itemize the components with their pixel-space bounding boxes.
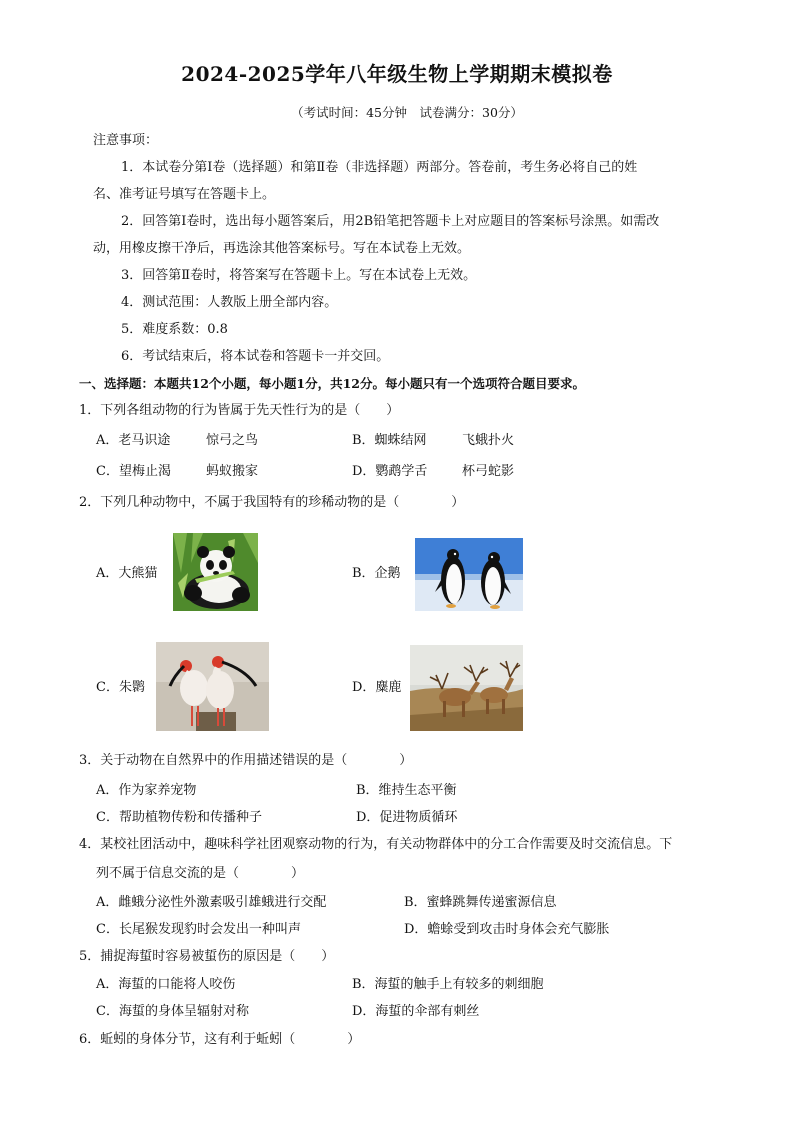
q1-option-d: D．鹦鹉学舌 [352, 464, 428, 479]
q1-stem: 1．下列各组动物的行为皆属于先天性行为的是（ ） [79, 403, 400, 418]
note-4: 4．测试范围：人教版上册全部内容。 [121, 295, 338, 310]
q1-option-b: B．蜘蛛结网 [352, 433, 427, 448]
q4-option-d: D．蟾蜍受到攻击时身体会充气膨胀 [404, 922, 610, 937]
q1-option-a: A．老马识途 [96, 433, 171, 448]
q3-option-d: D．促进物质循环 [356, 810, 458, 825]
q3-option-a: A．作为家养宠物 [96, 783, 197, 798]
exam-title: 2024-2025学年八年级生物上学期期末模拟卷 [181, 62, 613, 86]
q2-option-a: A．大熊猫 [96, 566, 158, 581]
q4-option-b: B．蜜蜂跳舞传递蜜源信息 [404, 895, 557, 910]
q1-option-d-2: 杯弓蛇影 [462, 464, 515, 479]
penguin-image [415, 538, 523, 611]
crested-ibis-image [156, 642, 269, 731]
q2-option-d: D．麋鹿 [352, 680, 402, 695]
q2-option-b: B．企鹅 [352, 566, 401, 581]
note-2-line-2: 动，用橡皮擦干净后，再选涂其他答案标号。写在本试卷上无效。 [93, 241, 471, 256]
q3-option-c: C．帮助植物传粉和传播种子 [96, 810, 262, 825]
q1-option-c: C．望梅止渴 [96, 464, 171, 479]
note-1-line-1: 1．本试卷分第Ⅰ卷（选择题）和第Ⅱ卷（非选择题）两部分。答卷前，考生务必将自己的姓 [121, 160, 638, 175]
q4-stem-line-1: 4．某校社团活动中，趣味科学社团观察动物的行为，有关动物群体中的分工合作需要及时交流信息。下 [79, 837, 673, 852]
q4-stem-line-2: 列不属于信息交流的是（ ） [96, 866, 305, 881]
q5-option-c: C．海蜇的身体呈辐射对称 [96, 1004, 249, 1019]
q3-option-b: B．维持生态平衡 [356, 783, 457, 798]
note-5: 5．难度系数：0.8 [121, 322, 228, 337]
panda-image [173, 533, 258, 611]
q2-stem: 2．下列几种动物中，不属于我国特有的珍稀动物的是（ ） [79, 495, 465, 510]
note-3: 3．回答第Ⅱ卷时，将答案写在答题卡上。写在本试卷上无效。 [121, 268, 477, 283]
q6-stem: 6．蚯蚓的身体分节，这有利于蚯蚓（ ） [79, 1032, 361, 1047]
section-heading: 一、选择题：本题共12个小题，每小题1分，共12分。每小题只有一个选项符合题目要求。 [79, 376, 585, 391]
note-2-line-1: 2．回答第Ⅰ卷时，选出每小题答案后，用2B铅笔把答题卡上对应题目的答案标号涂黑。如需改 [121, 214, 660, 229]
q2-option-c: C．朱鹮 [96, 680, 145, 695]
q1-option-b-2: 飞蛾扑火 [462, 433, 515, 448]
q1-option-c-2: 蚂蚁搬家 [206, 464, 259, 479]
note-6: 6．考试结束后，将本试卷和答题卡一并交回。 [121, 349, 390, 364]
note-1-line-2: 名、准考证号填写在答题卡上。 [93, 187, 276, 202]
pere-davids-deer-image [410, 645, 523, 731]
q5-option-a: A．海蜇的口能将人咬伤 [96, 977, 236, 992]
q4-option-a: A．雌蛾分泌性外激素吸引雄蛾进行交配 [96, 895, 327, 910]
q5-stem: 5．捕捉海蜇时容易被蜇伤的原因是（ ） [79, 949, 335, 964]
q5-option-b: B．海蜇的触手上有较多的刺细胞 [352, 977, 544, 992]
exam-subtitle: （考试时间：45分钟 试卷满分：30分） [291, 105, 523, 120]
q3-stem: 3．关于动物在自然界中的作用描述错误的是（ ） [79, 753, 413, 768]
notes-heading: 注意事项： [93, 133, 159, 148]
q5-option-d: D．海蜇的伞部有刺丝 [352, 1004, 480, 1019]
q4-option-c: C．长尾猴发现豹时会发出一种叫声 [96, 922, 301, 937]
q1-option-a-2: 惊弓之鸟 [206, 433, 259, 448]
